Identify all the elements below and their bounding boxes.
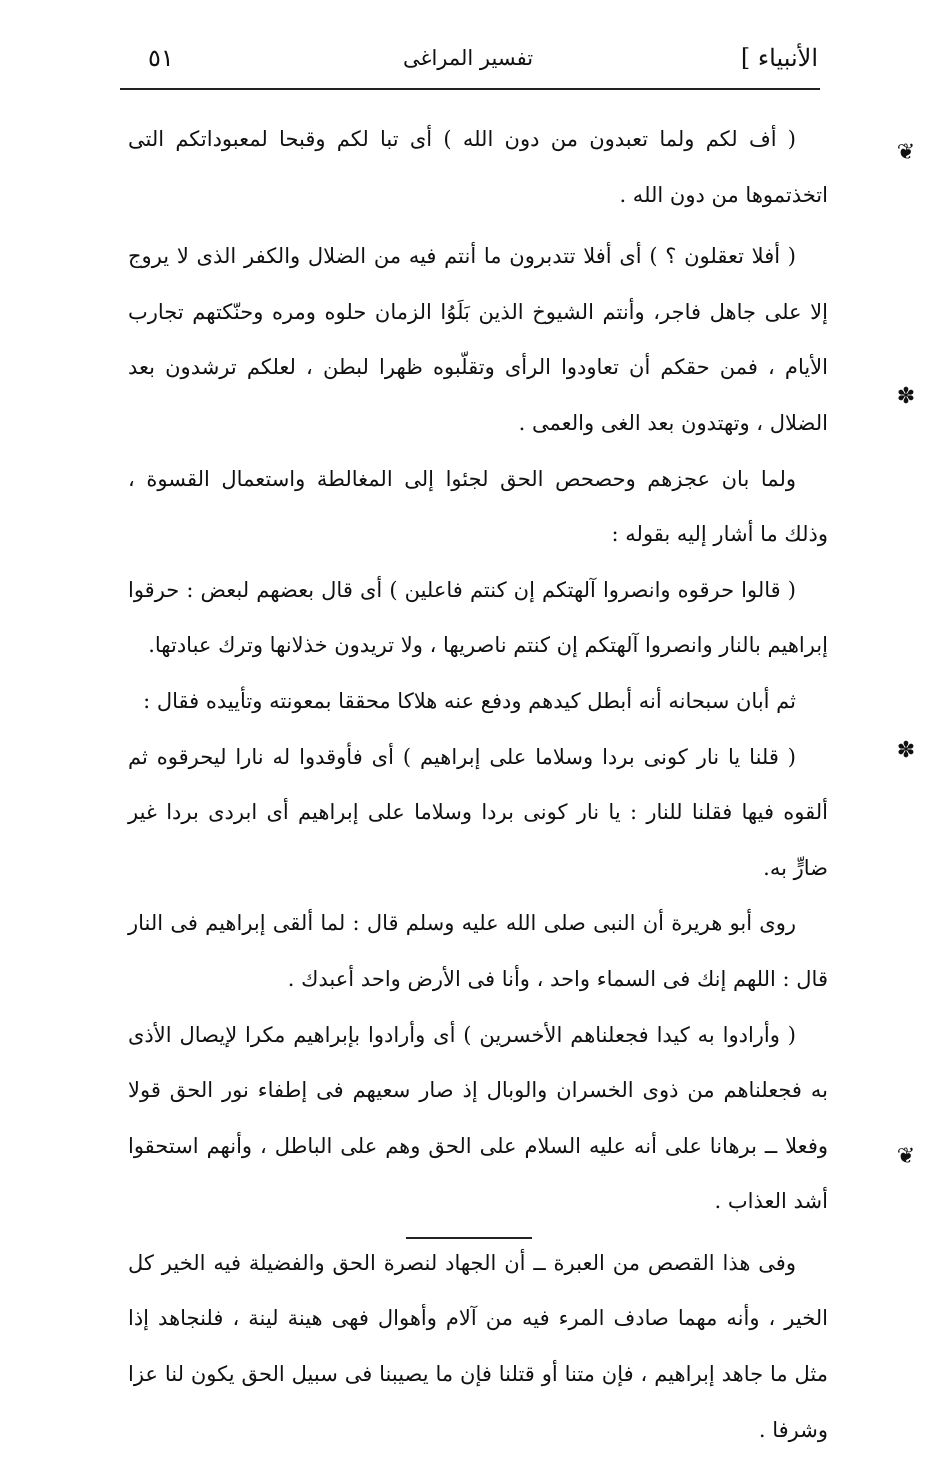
margin-mark: ✽ — [896, 384, 916, 409]
paragraph: ثم أبان سبحانه أنه أبطل كيدهم ودفع عنه هلاكا محققا بمعونته وتأييده فقال : — [143, 688, 796, 713]
paragraph: ( أف لكم ولما تعبدون من دون الله ) أى تبا لكم وقبحا لمعبوداتكم التى اتخذتموها من دون الله . — [128, 127, 828, 207]
text-body — [128, 112, 828, 1458]
paragraph: ولما بان عجزهم وحصحص الحق لجئوا إلى المغالطة واستعمال القسوة ، وذلك ما أشار إليه بقوله : — [128, 466, 828, 547]
header-rule — [120, 88, 820, 90]
paragraph: ( قلنا يا نار كونى بردا وسلاما على إبراهيم ) أى فأوقدوا له نارا ليحرقوه ثم ألقوه فيها فقلنا للنار : يا نار كونى بردا وسلاما على إبراهيم أى ابردى بردا غير ضارٍّ به. — [128, 744, 828, 880]
paragraph: روى أبو هريرة أن النبى صلى الله عليه وسلم قال : لما ألقى إبراهيم فى النار قال : اللهم إنك فى السماء واحد ، وأنا فى الأرض واحد أعبدك . — [128, 911, 828, 991]
paragraph: ( أفلا تعقلون ؟ ) أى أفلا تتدبرون ما أنتم فيه من الضلال والكفر الذى لا يروج إلا على جاهل فاجر، وأنتم الشيوخ الذين بَلَوُا الزمان حلوه ومره وحنّكتهم تجارب الأيام ، فمن حقكم أن تعاودوا الرأى وتقلّبوه ظهرا لبطن ، لعلكم ترشدون بعد الضلال ، وتهتدون بعد الغى والعمى . — [128, 244, 828, 435]
page-header — [118, 36, 818, 86]
book-title: تفسير المراغى — [402, 46, 534, 70]
page-number: ٥١ — [148, 44, 174, 72]
paragraph: وفى هذا القصص من العبرة ــ أن الجهاد لنصرة الحق والفضيلة فيه الخير كل الخير ، وأنه مهما صادف المرء فيه من آلام وأهوال فهى هينة لينة ، فلنجاهد إذا مثل ما جاهد إبراهيم ، فإن متنا أو قتلنا فإن ما يصيبنا فى سبيل الحق يكون لنا عزا وشرفا . — [128, 1250, 828, 1442]
margin-mark: ❦ — [896, 140, 916, 165]
paragraph: ( وأرادوا به كيدا فجعلناهم الأخسرين ) أى وأرادوا بإبراهيم مكرا لإيصال الأذى به فجعلناهم من ذوى الخسران والوبال إذ صار سعيهم فى إطفاء نور الحق قولا وفعلا ــ برهانا على أنه عليه السلام على الحق وهم على الباطل ، وأنهم استحقوا أشد العذاب . — [128, 1022, 828, 1214]
paragraph: ( قالوا حرقوه وانصروا آلهتكم إن كنتم فاعلين ) أى قال بعضهم لبعض : حرقوا إبراهيم بالنار وانصروا آلهتكم إن كنتم ناصريها ، ولا تريدون خذلانها وترك عبادتها. — [128, 577, 828, 658]
margin-mark: ❦ — [896, 1144, 916, 1169]
section-title: الأنبياء ] — [740, 44, 818, 72]
end-rule — [406, 1237, 532, 1239]
margin-mark: ✽ — [896, 738, 916, 763]
